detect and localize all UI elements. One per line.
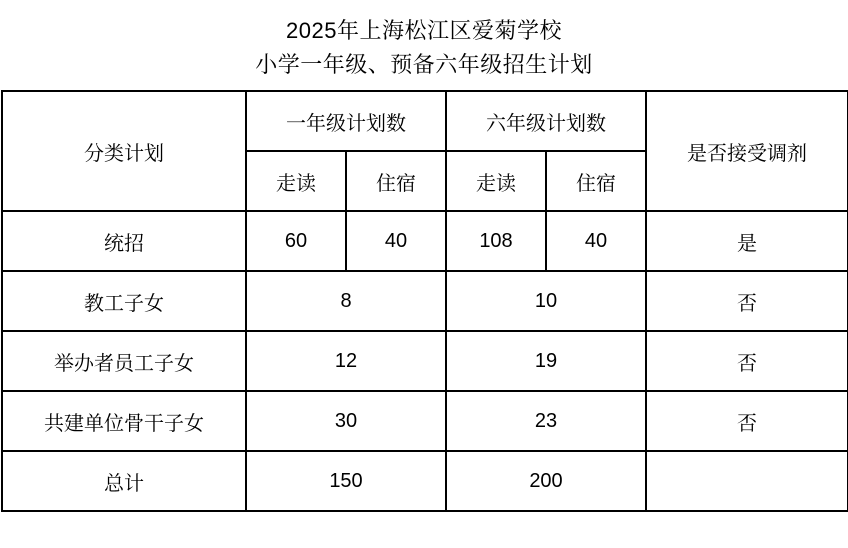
table-header-row-1 xyxy=(2,91,848,151)
total-adjust xyxy=(646,451,848,511)
header-grade1-day: 走读 xyxy=(246,151,346,211)
title-line-1: 2025年上海松江区爱菊学校 xyxy=(286,18,562,43)
row-grade6-merged: 19 xyxy=(446,331,646,391)
row-grade1-board: 40 xyxy=(346,211,446,271)
row-grade6-board: 40 xyxy=(546,211,646,271)
row-category: 举办者员工子女 xyxy=(2,331,246,391)
row-grade6-merged: 23 xyxy=(446,391,646,451)
header-adjust: 是否接受调剂 xyxy=(646,91,848,211)
total-grade1: 150 xyxy=(246,451,446,511)
table-row xyxy=(2,331,848,391)
row-grade1-merged: 12 xyxy=(246,331,446,391)
header-category: 分类计划 xyxy=(2,91,246,211)
row-grade1-day: 60 xyxy=(246,211,346,271)
row-adjust: 是 xyxy=(646,211,848,271)
row-category: 统招 xyxy=(2,211,246,271)
header-grade1-group: 一年级计划数 xyxy=(246,91,446,151)
total-label: 总计 xyxy=(2,451,246,511)
row-adjust: 否 xyxy=(646,271,848,331)
row-category: 教工子女 xyxy=(2,271,246,331)
row-category: 共建单位骨干子女 xyxy=(2,391,246,451)
total-grade6: 200 xyxy=(446,451,646,511)
row-grade6-merged: 10 xyxy=(446,271,646,331)
document-title xyxy=(0,0,848,82)
row-adjust: 否 xyxy=(646,331,848,391)
row-grade6-day: 108 xyxy=(446,211,546,271)
header-grade6-board: 住宿 xyxy=(546,151,646,211)
header-grade6-group: 六年级计划数 xyxy=(446,91,646,151)
row-grade1-merged: 30 xyxy=(246,391,446,451)
table-row xyxy=(2,211,848,271)
header-grade1-board: 住宿 xyxy=(346,151,446,211)
table-row xyxy=(2,391,848,451)
row-grade1-merged: 8 xyxy=(246,271,446,331)
row-adjust: 否 xyxy=(646,391,848,451)
table-row xyxy=(2,271,848,331)
admission-plan-table xyxy=(1,90,848,512)
table-total-row xyxy=(2,451,848,511)
title-line-2: 小学一年级、预备六年级招生计划 xyxy=(255,52,593,77)
header-grade6-day: 走读 xyxy=(446,151,546,211)
